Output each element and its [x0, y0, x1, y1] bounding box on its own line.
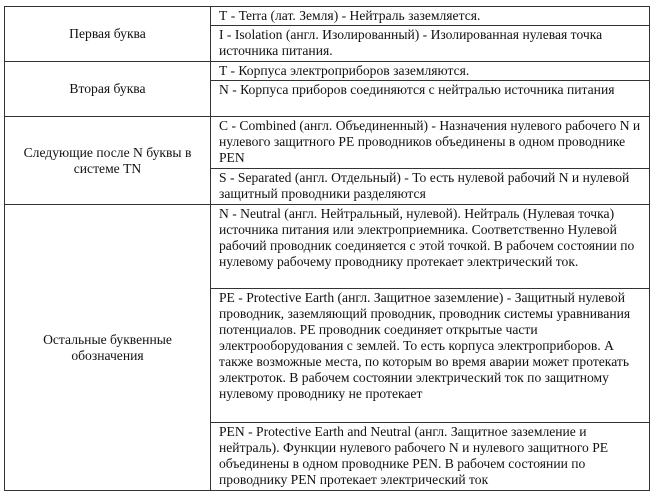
desc-combined: C - Combined (англ. Объединенный) - Назначения нулевого рабочего N и нулевого защитного PE проводников объединены в одном проводнике PEN — [211, 117, 650, 169]
desc-pen: PEN - Protective Earth and Neutral (англ. Защитное заземление и нейтраль). Функции нулевого рабочего N и нулевого защитного PE объединены в одном проводнике PEN. В рабочем состоянии по проводнику PEN протекает электрический ток — [211, 423, 650, 491]
desc-separated: S - Separated (англ. Отдельный) - То есть нулевой рабочий N и нулевой защитный проводники разделяются — [211, 169, 650, 205]
desc-n-neutral-connected: N - Корпуса приборов соединяются с нейтралью источника питания — [211, 81, 650, 117]
table-row — [5, 117, 650, 169]
desc-isolation: I - Isolation (англ. Изолированный) - Изолированная нулевая точка источника питания. — [211, 26, 650, 62]
desc-terra: Т - Terra (лат. Земля) - Нейтраль заземляется. — [211, 7, 650, 26]
designation-table — [4, 6, 650, 491]
table-row — [5, 7, 650, 26]
category-tn-suffix: Следующие после N буквы в системе TN — [5, 117, 211, 205]
desc-t-grounded: T - Корпуса электроприборов заземляются. — [211, 62, 650, 81]
table-row — [5, 205, 650, 289]
table-row — [5, 62, 650, 81]
category-other-designations: Остальные буквенные обозначения — [5, 205, 211, 491]
desc-neutral: N - Neutral (англ. Нейтральный, нулевой). Нейтраль (Нулевая точка) источника питания или электроприемника. Соответственно Нулевой рабочий проводник соединяется с этой точкой. В рабочем состоянии по нулевому рабочему проводнику протекает электрический ток. — [211, 205, 650, 289]
category-second-letter: Вторая буква — [5, 62, 211, 117]
desc-protective-earth: PE - Protective Earth (англ. Защитное заземление) - Защитный нулевой проводник, заземляющий проводник, проводник системы уравнивания потенциалов. PE проводник соединяет открытые части электрооборудования с землей. То есть корпуса электроприборов. А также возможные места, по которым во время аварии может протекать электроток. В рабочем состоянии электрический ток по защитному нулевому проводнику не протекает — [211, 289, 650, 423]
category-first-letter: Первая буква — [5, 7, 211, 62]
